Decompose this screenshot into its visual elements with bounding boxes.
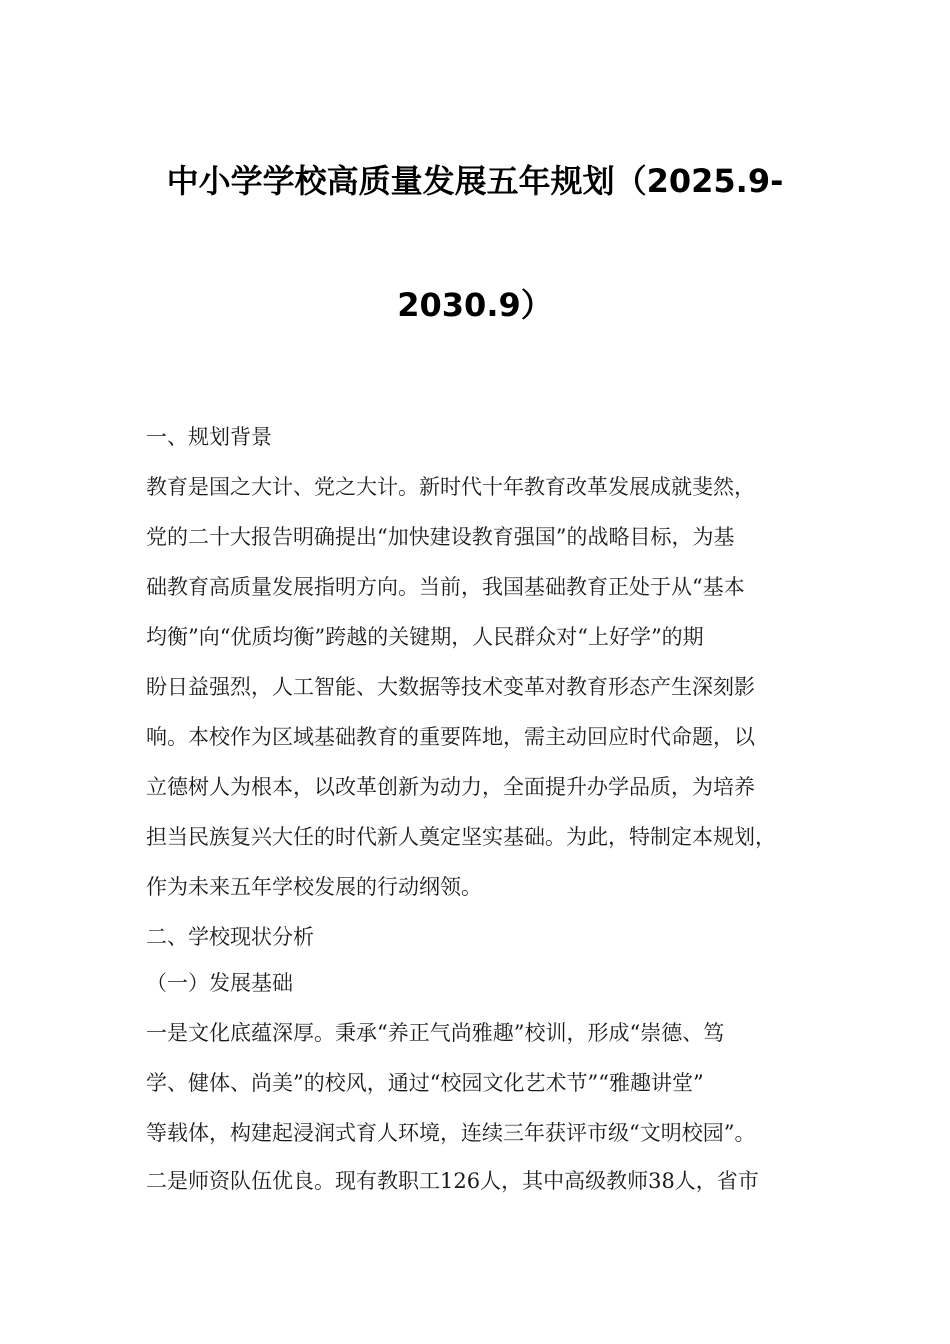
document-title-line-1: 中小学学校高质量发展五年规划（2025.9- <box>166 162 784 200</box>
paragraph-line: 等载体，构建起浸润式育人环境，连续三年获评市级“文明校园”。 <box>146 1121 756 1145</box>
paragraph-line: 础教育高质量发展指明方向。当前，我国基础教育正处于从“基本 <box>146 575 745 599</box>
paragraph-line: 立德树人为根本，以改革创新为动力，全面提升办学品质，为培养 <box>146 775 755 799</box>
paragraph-line: 二是师资队伍优良。现有教职工126人，其中高级教师38人，省市 <box>146 1169 759 1193</box>
paragraph-line: 响。本校作为区域基础教育的重要阵地，需主动回应时代命题，以 <box>146 725 755 749</box>
paragraph-line: 担当民族复兴大任的时代新人奠定坚实基础。为此，特制定本规划， <box>146 825 776 849</box>
paragraph-line: 学、健体、尚美”的校风，通过“校园文化艺术节”“雅趣讲堂” <box>146 1071 704 1095</box>
subsection-heading: （一）发展基础 <box>146 971 293 995</box>
section-heading-background: 一、规划背景 <box>146 425 272 449</box>
paragraph-line: 教育是国之大计、党之大计。新时代十年教育改革发展成就斐然， <box>146 475 755 499</box>
paragraph-line: 均衡”向“优质均衡”跨越的关键期，人民群众对“上好学”的期 <box>146 625 704 649</box>
paragraph-line: 一是文化底蕴深厚。秉承“养正气尚雅趣”校训，形成“崇德、笃 <box>146 1021 725 1045</box>
paragraph-line: 作为未来五年学校发展的行动纲领。 <box>146 875 482 899</box>
paragraph-line: 盼日益强烈，人工智能、大数据等技术变革对教育形态产生深刻影 <box>146 675 755 699</box>
paragraph-line: 党的二十大报告明确提出“加快建设教育强国”的战略目标，为基 <box>146 525 735 549</box>
section-heading-status: 二、学校现状分析 <box>146 925 314 949</box>
document-title-line-2: 2030.9） <box>397 286 553 324</box>
